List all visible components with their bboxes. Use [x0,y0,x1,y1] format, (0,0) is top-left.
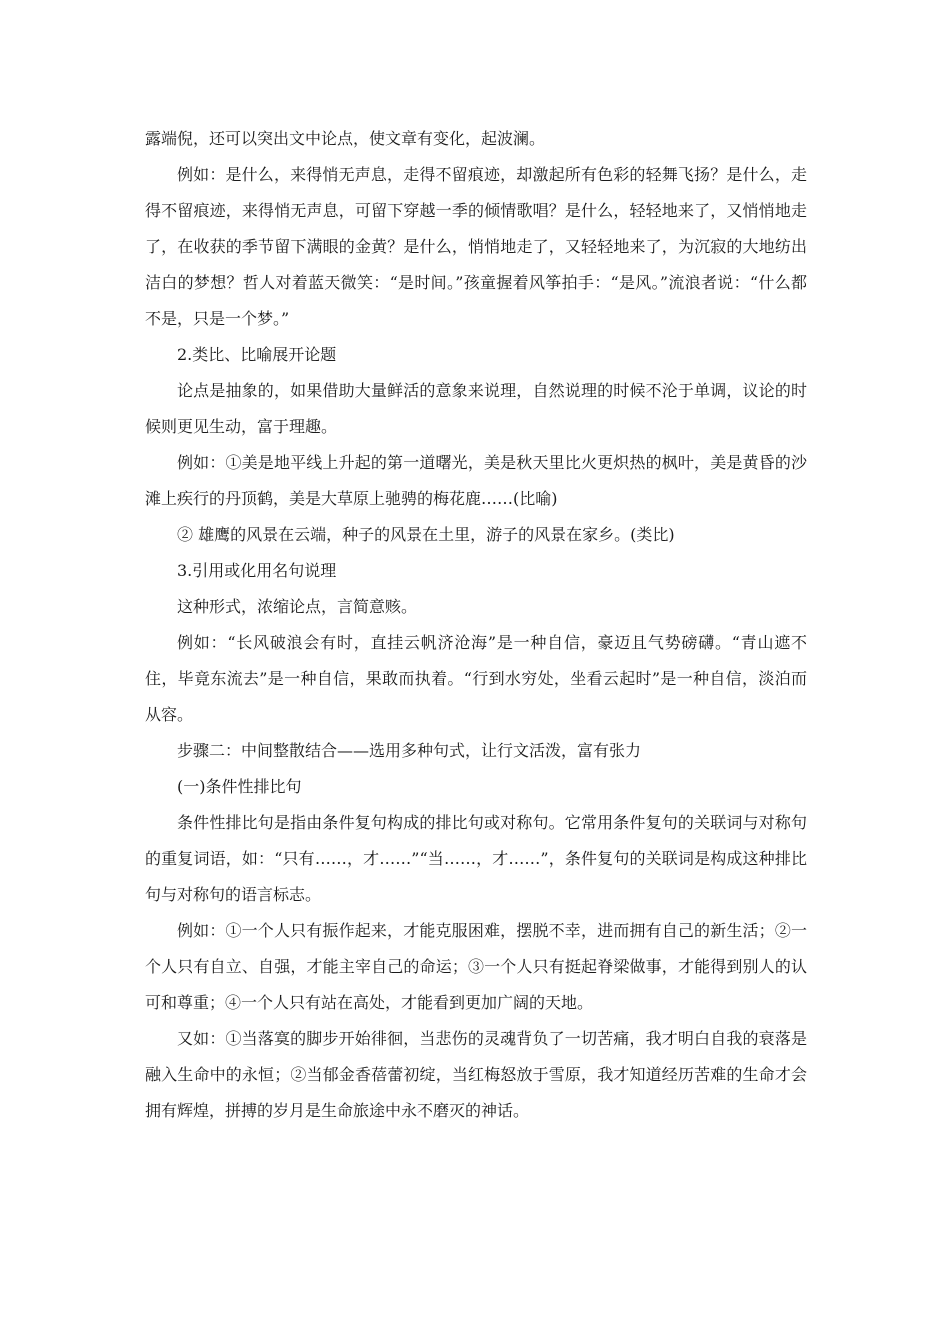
subsection-heading-conditional-parallelism: (一)条件性排比句 [177,777,302,796]
paragraph-example-metaphor: 例如：①美是地平线上升起的第一道曙光，美是秋天里比火更炽热的枫叶，美是黄昏的沙滩上疾行的丹顶鹤，美是大草原上驰骋的梅花鹿……(比喻) [145,453,807,508]
paragraph-example-analogy: ② 雄鹰的风景在云端，种子的风景在土里，游子的风景在家乡。(类比) [177,525,675,544]
paragraph-example-when: 又如：①当落寞的脚步开始徘徊，当悲伤的灵魂背负了一切苦痛，我才明白自我的衰落是融入生命中的永恒；②当郁金香蓓蕾初绽，当红梅怒放于雪原，我才知道经历苦难的生命才会拥有辉煌，拼搏的岁月是生命旅途中永不磨灭的神话。 [145,1029,807,1120]
paragraph-conditional-explanation: 条件性排比句是指由条件复句构成的排比句或对称句。它常用条件复句的关联词与对称句的重复词语，如：“只有……，才……”“当……，才……”，条件复句的关联词是构成这种排比句与对称句的语言标志。 [145,813,807,904]
document-body [145,121,807,1129]
section-heading-analogy-metaphor: 2.类比、比喻展开论题 [177,345,337,364]
paragraph-analogy-explanation: 论点是抽象的，如果借助大量鲜活的意象来说理，自然说理的时候不沦于单调，议论的时候则更见生动，富于理趣。 [145,381,807,436]
paragraph-example-quotation: 例如：“长风破浪会有时，直挂云帆济沧海”是一种自信，豪迈且气势磅礴。“青山遮不住，毕竟东流去”是一种自信，果敢而执着。“行到水穷处，坐看云起时”是一种自信，淡泊而从容。 [145,633,807,724]
section-heading-step-two: 步骤二：中间整散结合——选用多种句式，让行文活泼，富有张力 [177,741,642,760]
paragraph-example-what-is-it: 例如：是什么，来得悄无声息，走得不留痕迹，却激起所有色彩的轻舞飞扬？是什么，走得不留痕迹，来得悄无声息，可留下穿越一季的倾情歌唱？是什么，轻轻地来了，又悄悄地走了，在收获的季节留下满眼的金黄？是什么，悄悄地走了，又轻轻地来了，为沉寂的大地纺出洁白的梦想？哲人对着蓝天微笑：“是时间。”孩童握着风筝拍手：“是风。”流浪者说：“什么都不是，只是一个梦。” [145,165,807,328]
paragraph-example-only-if: 例如：①一个人只有振作起来，才能克服困难，摆脱不幸，进而拥有自己的新生活；②一个人只有自立、自强，才能主宰自己的命运；③一个人只有挺起脊梁做事，才能得到别人的认可和尊重；④一个人只有站在高处，才能看到更加广阔的天地。 [145,921,807,1012]
paragraph-quotation-explanation: 这种形式，浓缩论点，言简意赅。 [177,597,418,616]
paragraph-intro-continuation: 露端倪，还可以突出文中论点，使文章有变化，起波澜。 [145,129,546,148]
section-heading-quotation: 3.引用或化用名句说理 [177,561,337,580]
